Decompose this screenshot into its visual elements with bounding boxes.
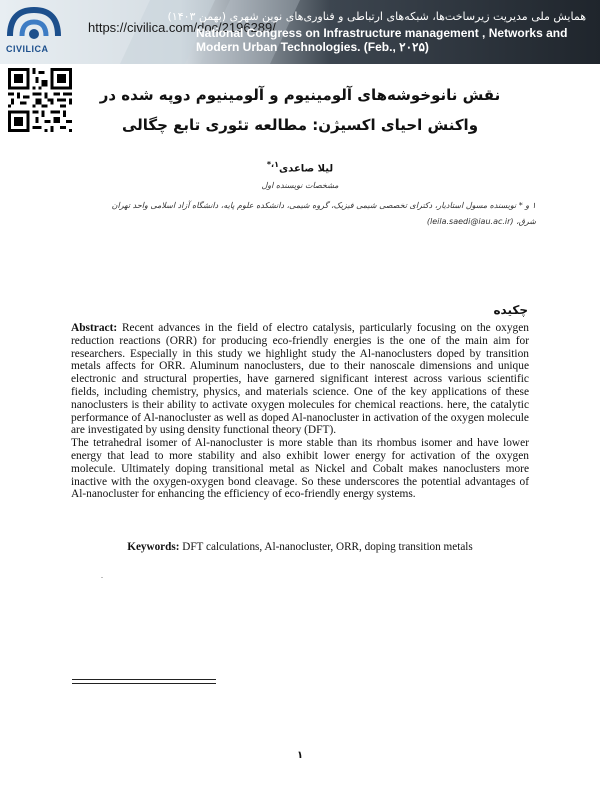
abstract-paragraph-1 bbox=[71, 322, 529, 437]
keywords bbox=[71, 541, 529, 553]
author-marks: ۱،* bbox=[266, 160, 279, 169]
author-name bbox=[200, 160, 400, 174]
header-banner bbox=[0, 0, 600, 64]
qr-code bbox=[8, 68, 72, 132]
logo-wordmark: CIVILICA bbox=[6, 44, 49, 54]
abstract-body bbox=[71, 322, 529, 501]
affiliation-label: مشخصات نویسنده اول bbox=[261, 181, 339, 190]
abstract-label: Abstract: bbox=[71, 322, 118, 334]
affiliation bbox=[96, 198, 536, 230]
keywords-label: Keywords: bbox=[127, 541, 180, 553]
document-url[interactable]: https://civilica.com/doc/2196289/ bbox=[88, 20, 276, 35]
footnote-divider bbox=[72, 679, 216, 684]
abstract-text-2: The tetrahedral isomer of Al-nanocluster is more stable than its rhombus isomer and have lower energy that lead to more stability and also exhibit lower energy for activation of the oxygen molecule. Ultimately doping transitional metal as Nickel and Cobalt makes nanoclusters more inactive with the oxygen-oxygen bond cleavage. So these underscores the potential advantages of Al-nanocluster for enhancing the efficiency of eco-friendly energy systems. bbox=[71, 437, 529, 501]
paper-title: نقش نانوخوشه‌های آلومینیوم و آلومینیوم دوپه شده در واکنش احیای اکسیژن: مطالعه تئوری تابع چگالی bbox=[99, 86, 501, 134]
author-name-text: لیلا صاعدی bbox=[279, 163, 334, 175]
congress-title-fa: همایش ملی مدیریت زیرساخت‌ها، شبکه‌های ارتباطی و فناوری‌های نوین شهری (بهمن ۱۴۰۳) bbox=[167, 10, 586, 23]
abstract-paragraph-2 bbox=[71, 437, 529, 501]
affiliation-text: ۱ و * نویسنده مسول استادیار، دکترای تخصصی شیمی فیزیک، گروه شیمی، دانشکده علوم پایه، دانشگاه آزاد اسلامی واحد تهران شرق، bbox=[111, 201, 536, 226]
stray-mark: . bbox=[101, 571, 103, 580]
congress-title-en: National Congress on Infrastructure management , Networks and Modern Urban Technologies. (Feb., ۲۰۲۵) bbox=[196, 26, 568, 54]
abstract-heading: چکیده bbox=[493, 303, 528, 317]
abstract-text-1: Recent advances in the field of electro catalysis, particularly focusing on the oxygen reduction reactions (ORR) for producing eco-friendly energies is the one of the main aim for researchers. Especially in this study we highlight study the Al-nanoclusters doped by transition metals affects for ORR. Aluminum nanoclusters, due to their nanoscale dimensions and unique electronic and structural properties, have garnered significant interest across various scientific fields, including chemistry, physics, and materials science. One of the key applications of these nanoclusters is their ability to activate oxygen molecules for chemical reactions. here, the catalytic performance of Al-nanocluster as well as doped Al-nanocluster in activation of the oxygen molecule are investigated by using density functional theory (DFT). bbox=[71, 322, 529, 437]
author-email: (leila.saedi@iau.ac.ir) bbox=[426, 217, 514, 226]
page-number: ۱ bbox=[296, 750, 304, 761]
keywords-text: DFT calculations, Al-nanocluster, ORR, doping transition metals bbox=[182, 541, 473, 553]
